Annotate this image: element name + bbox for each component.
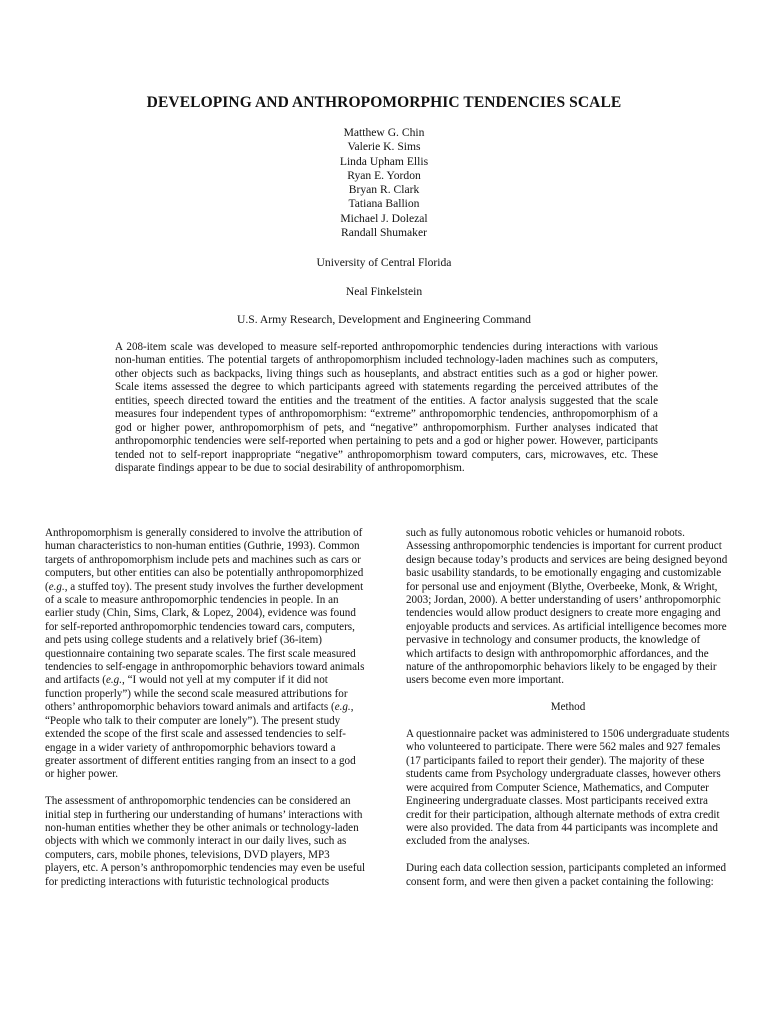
section-heading-method: Method: [550, 701, 586, 714]
author-name: Tatiana Ballion: [348, 197, 420, 211]
author-name: Matthew G. Chin: [343, 126, 425, 139]
intro-paragraph-2: The assessment of anthropomorphic tendencies can be considered an initial step in furthering our understanding of humans’ interactions with non-human entities whether they be other animals or technology-laden objects with which we commonly interact in our daily lives, such as computers, cars, mobile phones, televisions, DVD players, MP3 players, etc. A person’s anthropomorphic tendencies may even be useful for predicting interactions with futuristic technological products: [45, 795, 366, 888]
author-name: Michael J. Dolezal: [340, 211, 428, 225]
paper-title: DEVELOPING AND ANTHROPOMORPHIC TENDENCIES SCALE: [146, 94, 622, 111]
method-paragraph-1: A questionnaire packet was administered to 1506 undergraduate students who volunteered to participate. There were 562 males and 927 females (17 participants failed to report their gender). The majority of these students came from Psychology undergraduate classes, however others were acquired from Computer Science, Mathematics, and Computer Engineering undergraduate classes. Most participants received extra credit for their participation, although alternate methods of extra credit were also provided. The data from 44 participants was incomplete and excluded from the analyses.: [406, 728, 730, 848]
method-paragraph-2: During each data collection session, participants completed an informed consent form, and were then given a packet containing the following:: [406, 862, 727, 888]
author-name: Bryan R. Clark: [348, 183, 420, 197]
intro-paragraph-3: such as fully autonomous robotic vehicles or humanoid robots. Assessing anthropomorphic tendencies is important for current product design because today’s products and services are being designed beyond basic usability standards, to be emotionally engaging and customizable for personal use and enjoyment (Blythe, Overbeeke, Monk, & Wright, 2003; Jordan, 2000). A better understanding of users’ anthropomorphic tendencies would allow product designers to create more engaging and enjoyable products and services. As artificial intelligence becomes more pervasive in technology and consumer products, the knowledge of which artifacts to design with anthropomorphic affordances, and the nature of the anthropomorphic behaviors likely to be engaged by their users become even more important.: [406, 527, 728, 687]
author-name: Randall Shumaker: [341, 226, 427, 240]
author-name: Valerie K. Sims: [347, 140, 421, 154]
right-column: [406, 527, 730, 902]
author-name: Ryan E. Yordon: [347, 168, 421, 182]
second-author: Neal Finkelstein: [345, 285, 423, 298]
affiliation-army: U.S. Army Research, Development and Engineering Command: [237, 313, 531, 326]
left-column: [45, 527, 367, 902]
abstract: A 208-item scale was developed to measure self-reported anthropomorphic tendencies during interactions with various non-human entities. The potential targets of anthropomorphism included technology-laden machines such as computers, other objects such as backpacks, living things such as houseplants, and abstract entities such as a god or higher power. Scale items assessed the degree to which participants agreed with statements regarding the perceived attributes of the entities, speech directed toward the entities and the treatment of the entities. A factor analysis suggested that the scale measures four independent types of anthropomorphism: “extreme” anthropomorphic tendencies, anthropomorphism of a god or higher power, anthropomorphism of pets, and “negative” anthropomorphism. Further analyses indicated that anthropomorphic tendencies were self-reported when pertaining to pets and a god or higher power. However, participants tended not to self-report inappropriate “negative” anthropomorphism toward computers, cars, microwaves, etc. These disparate findings appear to be due to social desirability of anthropomorphism.: [115, 341, 658, 475]
author-list: [0, 126, 768, 240]
author-name: Linda Upham Ellis: [339, 154, 429, 168]
intro-paragraph-1: Anthropomorphism is generally considered to involve the attribution of human characteristics to non-human entities (Guthrie, 1993). Common targets of anthropomorphism include pets and machines such as cars or computers, but other entities can also be potentially anthropomorphized (e.g., a stuffed toy). The present study involves the further development of a scale to measure anthropomorphic tendencies in people. In an earlier study (Chin, Sims, Clark, & Lopez, 2004), evidence was found for self-reported anthropomorphic tendencies toward cars, computers, and pets using college students and a relatively brief (36-item) questionnaire containing two separate scales. The first scale measured tendencies to self-engage in anthropomorphic behaviors toward animals and artifacts (e.g., “I would not yell at my computer if it did not function properly”) while the second scale measured attributions for others’ anthropomorphic behaviors toward animals and artifacts (e.g., “People who talk to their computer are lonely”). The present study extended the scope of the first scale and assessed tendencies to self-engage in a wider variety of anthropomorphic behaviors toward a greater assortment of different entities ranging from an insect to a god or higher power.: [45, 527, 365, 781]
affiliation-ucf: University of Central Florida: [316, 256, 452, 269]
